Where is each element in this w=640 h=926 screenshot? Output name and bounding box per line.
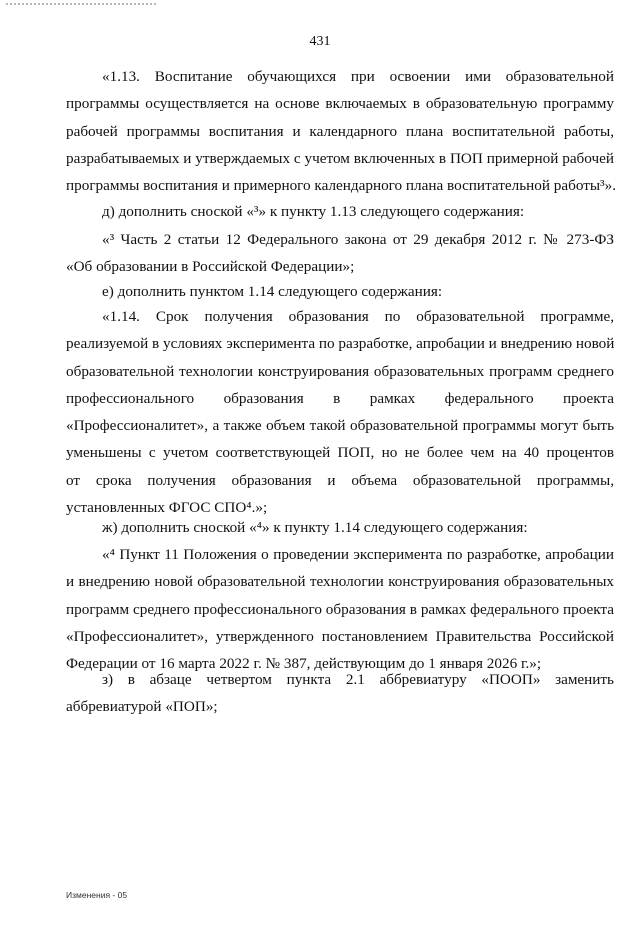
paragraph-zh [66, 514, 614, 541]
text-line: «Профессионалитет», а также объем такой образовательной программы могут быть [66, 417, 614, 435]
text-line: «³ Часть 2 статьи 12 Федерального закона от 29 декабря 2012 г. № 273-ФЗ [102, 231, 614, 248]
footer-note: Изменения - 05 [66, 890, 128, 900]
text-line: образовательной технологии конструирования образовательных программ среднего [66, 362, 614, 380]
text-line: разрабатываемых и утверждаемых с учетом включенных в ПОП примерной рабочей [66, 149, 614, 167]
paragraph-e [66, 278, 614, 305]
page-number: 431 [309, 34, 331, 49]
paragraph-1-13 [66, 63, 617, 199]
text-line: ж) дополнить сноской «⁴» к пункту 1.14 следующего содержания: [102, 519, 528, 536]
text-line: Федерации от 16 марта 2022 г. № 387, действующим до 1 января 2026 г.»; [66, 655, 542, 673]
text-line: программы воспитания и примерного календарного плана воспитательной работы³». [66, 177, 617, 195]
text-line: «1.13. Воспитание обучающихся при освоении ими образовательной [102, 68, 614, 85]
text-line: «Об образовании в Российской Федерации»; [66, 258, 355, 276]
paragraph-z [66, 666, 614, 721]
text-line: уменьшены с учетом соответствующей ПОП, но не более чем на 40 процентов [66, 444, 614, 462]
text-line: з) в абзаце четвертом пункта 2.1 аббревиатуру «ПООП» заменить [102, 671, 614, 688]
text-line: «Профессионалитет», утвержденного постановлением Правительства Российской [66, 627, 614, 645]
text-line: д) дополнить сноской «³» к пункту 1.13 следующего содержания: [102, 203, 525, 220]
text-line: аббревиатурой «ПОП»; [66, 698, 218, 716]
text-line: установленных ФГОС СПО⁴.»; [66, 499, 268, 517]
paragraph-d [66, 198, 614, 225]
text-line: «1.14. Срок получения образования по образовательной программе, [102, 308, 614, 325]
text-line: е) дополнить пунктом 1.14 следующего содержания: [102, 283, 443, 300]
text-line: программ среднего профессионального образования в рамках федерального проекта [66, 600, 614, 618]
footnote-4-text [66, 541, 614, 677]
text-line: реализуемой в условиях эксперимента по разработке, апробации и внедрению новой [66, 335, 615, 353]
scan-edge-mark [6, 3, 156, 15]
text-line: от срока получения образования и объема образовательной программы, [66, 471, 614, 489]
text-line: рабочей программы воспитания и календарного плана воспитательной работы, [66, 122, 614, 140]
text-line: «⁴ Пункт 11 Положения о проведении эксперимента по разработке, апробации [102, 546, 614, 563]
paragraph-1-14 [66, 303, 614, 521]
text-line: профессионального образования в рамках федерального проекта [66, 389, 614, 407]
footnote-3-text [66, 226, 614, 281]
text-line: программы осуществляется на основе включаемых в образовательную программу [66, 95, 614, 113]
text-line: и внедрению новой образовательной технологии конструирования образовательных [66, 573, 614, 591]
